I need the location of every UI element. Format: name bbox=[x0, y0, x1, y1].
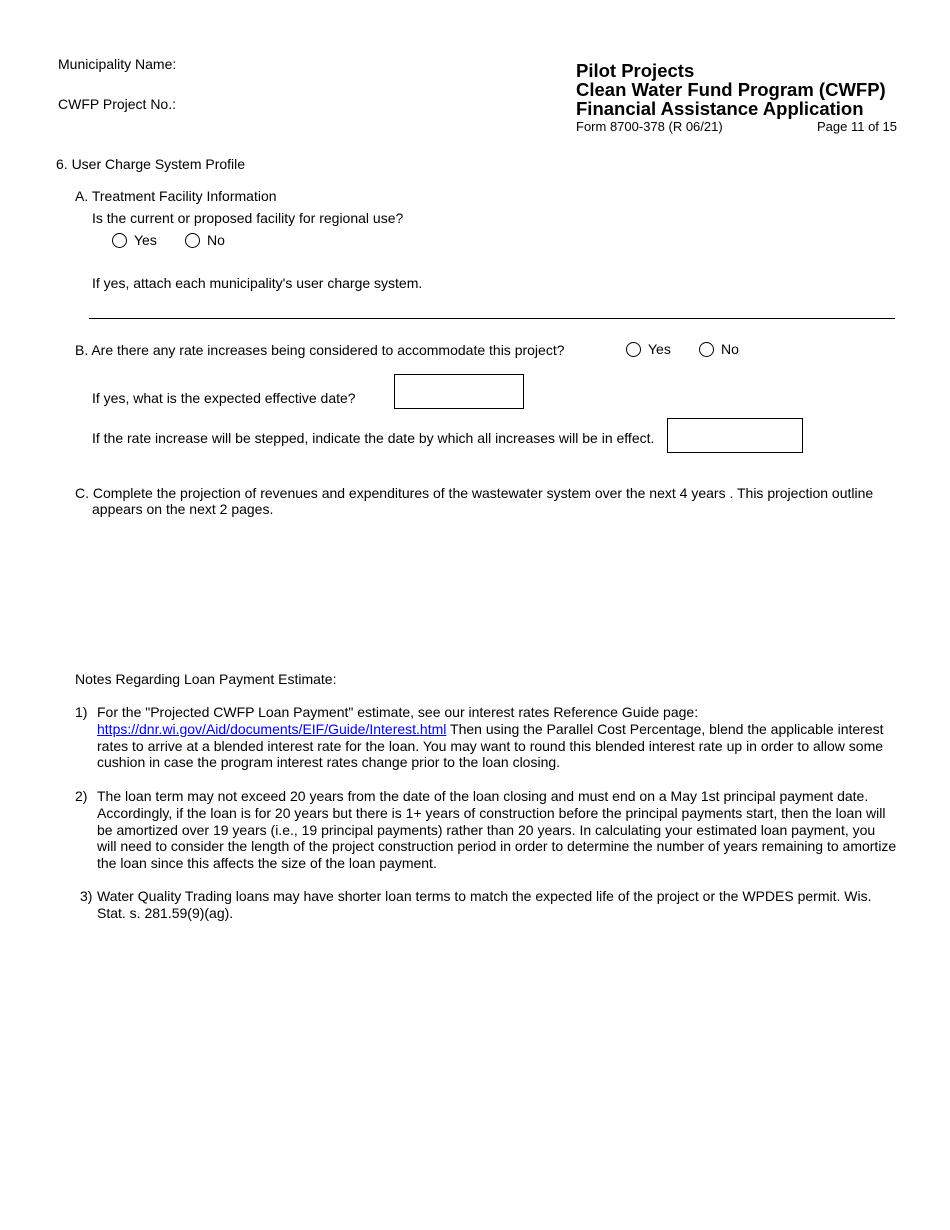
note-1-text-after: Then using the Parallel Cost Percentage, blend the applicable interest rates to arrive at a blended interest rate for the loan. You may want to round this blended interest rate up in order to allow some cushion in case the program interest rates change prior to the loan closing. bbox=[97, 720, 884, 771]
form-number: Form 8700-378 (R 06/21) bbox=[576, 119, 723, 134]
rate-increase-question: B. Are there any rate increases being considered to accommodate this project? bbox=[75, 342, 565, 358]
note-3-text: Water Quality Trading loans may have shorter loan terms to match the expected life of the project or the WPDES permit. Wis. Stat. s. 281.59(9)(ag). bbox=[97, 888, 872, 921]
page-title-line1: Pilot Projects bbox=[576, 60, 695, 81]
note-1-text bbox=[97, 704, 897, 771]
municipality-name-label: Municipality Name: bbox=[58, 56, 177, 72]
projection-instruction-line1: C. Complete the projection of revenues and expenditures of the wastewater system over the next 4 years . This projection outline bbox=[75, 485, 874, 501]
rate-increase-yes-radio[interactable] bbox=[626, 342, 641, 357]
note-1-text-before: For the "Projected CWFP Loan Payment" estimate, see our interest rates Reference Guide page: bbox=[97, 704, 699, 720]
rate-increase-no-radio[interactable] bbox=[699, 342, 714, 357]
page-number: Page 11 of 15 bbox=[817, 119, 897, 134]
notes-heading: Notes Regarding Loan Payment Estimate: bbox=[75, 671, 337, 687]
note-1-number: 1) bbox=[75, 704, 88, 720]
note-2-text: The loan term may not exceed 20 years from the date of the loan closing and must end on a May 1st principal payment date. Accordingly, if the loan is for 20 years but there is 1+ years of construction before the principal payments start, then the loan will be amortized over 19 years (i.e., 19 principal payments) rather than 20 years. In calculating your estimated loan payment, you will need to consider the length of the project construction period in order to determine the number of years remaining to amortize the loan since this affects the size of the loan payment. bbox=[97, 788, 897, 872]
section-a-heading: A. Treatment Facility Information bbox=[75, 188, 277, 204]
effective-date-field[interactable] bbox=[394, 374, 524, 409]
rate-increase-no-label: No bbox=[721, 341, 739, 357]
regional-use-note: If yes, attach each municipality's user charge system. bbox=[92, 275, 423, 291]
regional-use-no-radio[interactable] bbox=[185, 233, 200, 248]
regional-use-no-label: No bbox=[207, 232, 225, 248]
note-3-number: 3) bbox=[80, 888, 93, 904]
page-title-line2: Clean Water Fund Program (CWFP) bbox=[576, 79, 886, 100]
rate-increase-yes-label: Yes bbox=[648, 341, 671, 357]
regional-use-question: Is the current or proposed facility for regional use? bbox=[92, 210, 404, 226]
page-title-line3: Financial Assistance Application bbox=[576, 98, 864, 119]
project-number-label: CWFP Project No.: bbox=[58, 96, 176, 112]
section-6-heading: 6. User Charge System Profile bbox=[56, 156, 246, 172]
stepped-increase-date-field[interactable] bbox=[667, 418, 803, 453]
regional-use-yes-radio[interactable] bbox=[112, 233, 127, 248]
projection-instruction-line2: appears on the next 2 pages. bbox=[92, 501, 274, 517]
regional-use-yes-label: Yes bbox=[134, 232, 157, 248]
stepped-increase-question: If the rate increase will be stepped, indicate the date by which all increases will be in effect. bbox=[92, 430, 655, 446]
note-2-number: 2) bbox=[75, 788, 88, 804]
interest-rates-link[interactable]: https://dnr.wi.gov/Aid/documents/EIF/Guide/Interest.html bbox=[97, 720, 447, 737]
effective-date-question: If yes, what is the expected effective date? bbox=[92, 390, 356, 406]
section-divider bbox=[89, 318, 895, 319]
